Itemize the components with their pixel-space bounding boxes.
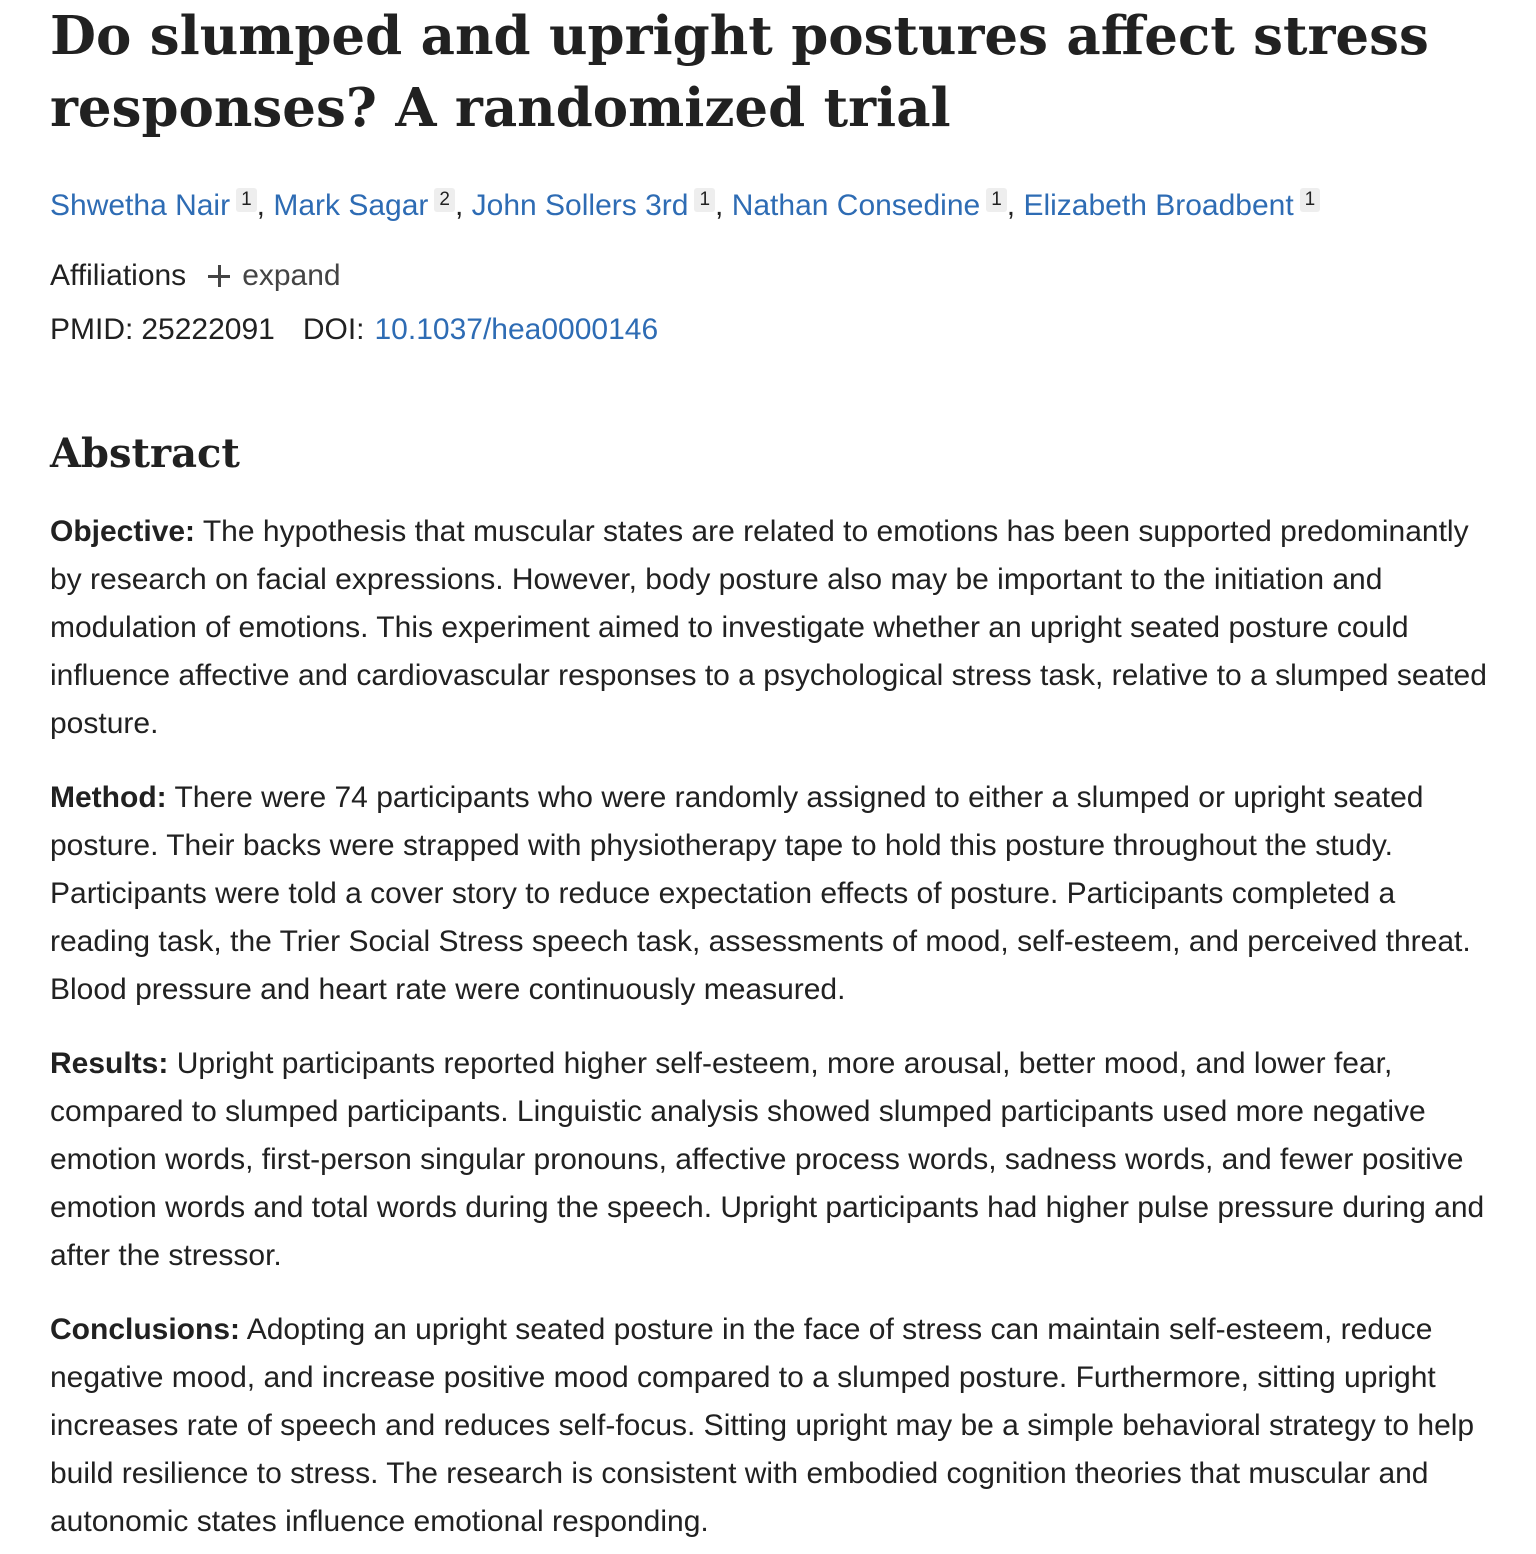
article-title: Do slumped and upright postures affect stress responses? A randomized trial [50, 5, 1429, 139]
article-page [50, 0, 1490, 1546]
abstract-results [50, 1040, 1490, 1280]
author-separator: , [715, 189, 732, 222]
doi-label: DOI: [302, 313, 365, 346]
abstract-section-text: Adopting an upright seated posture in the face of stress can maintain self-esteem, reduce negative mood, and increase positive mood compared to a slumped posture. Furthermore, sitting upright increases rate of speech and reduces self-focus. Sitting upright may be a simple behavioral strategy to help build resilience to stress. The research is consistent with embodied cognition theories that muscular and autonomic states influence emotional responding. [50, 1313, 1475, 1538]
author-separator: , [1006, 189, 1024, 222]
abstract-conclusions [50, 1306, 1490, 1546]
author-separator: , [256, 189, 274, 222]
pmid-value: 25222091 [141, 313, 275, 346]
abstract-method [50, 774, 1490, 1014]
author-link[interactable]: Nathan Consedine [731, 189, 981, 222]
abstract-section-text: Upright participants reported higher self-esteem, more arousal, better mood, and lower fear, compared to slumped participants. Linguistic analysis showed slumped participants used more negative emotion words, first-person singular pronouns, affective process words, sadness words, and fewer positive emotion words and total words during the speech. Upright participants had higher pulse pressure during and after the stressor. [50, 1047, 1485, 1272]
article-identifiers [50, 310, 1490, 350]
affiliation-marker[interactable]: 1 [236, 188, 257, 212]
author-link[interactable]: Elizabeth Broadbent [1023, 189, 1294, 222]
affiliation-marker[interactable]: 1 [1300, 188, 1321, 212]
author-separator: , [454, 189, 472, 222]
abstract-section-label: Results: [50, 1047, 169, 1080]
author-link[interactable]: Mark Sagar [273, 189, 429, 222]
affiliation-marker[interactable]: 1 [986, 188, 1007, 212]
plus-icon [208, 265, 230, 287]
expand-affiliations-button[interactable] [208, 256, 340, 296]
doi-link[interactable]: 10.1037/hea0000146 [374, 313, 659, 346]
affiliation-marker[interactable]: 2 [434, 188, 455, 212]
abstract-section-label: Objective: [50, 515, 196, 548]
author-link[interactable]: John Sollers 3rd [471, 189, 689, 222]
affiliations-row [50, 256, 1490, 296]
abstract-section-label: Method: [50, 781, 167, 814]
affiliation-marker[interactable]: 1 [694, 188, 715, 212]
abstract-heading: Abstract [50, 430, 240, 477]
abstract-objective [50, 508, 1490, 748]
author-list [50, 186, 1490, 226]
expand-label: expand [242, 259, 341, 292]
abstract-section-text: There were 74 participants who were randomly assigned to either a slumped or upright seated posture. Their backs were strapped with physiotherapy tape to hold this posture throughout the study. Participants were told a cover story to reduce expectation effects of posture. Participants completed a reading task, the Trier Social Stress speech task, assessments of mood, self-esteem, and perceived threat. Blood pressure and heart rate were continuously measured. [50, 781, 1471, 1006]
author-link[interactable]: Shwetha Nair [50, 189, 231, 222]
abstract-section-text: The hypothesis that muscular states are related to emotions has been supported predominantly by research on facial expressions. However, body posture also may be important to the initiation and modulation of emotions. This experiment aimed to investigate whether an upright seated posture could influence affective and cardiovascular responses to a psychological stress task, relative to a slumped seated posture. [50, 515, 1487, 740]
pmid-label: PMID: [50, 313, 134, 346]
abstract-section-label: Conclusions: [50, 1313, 241, 1346]
affiliations-label: Affiliations [50, 259, 187, 292]
